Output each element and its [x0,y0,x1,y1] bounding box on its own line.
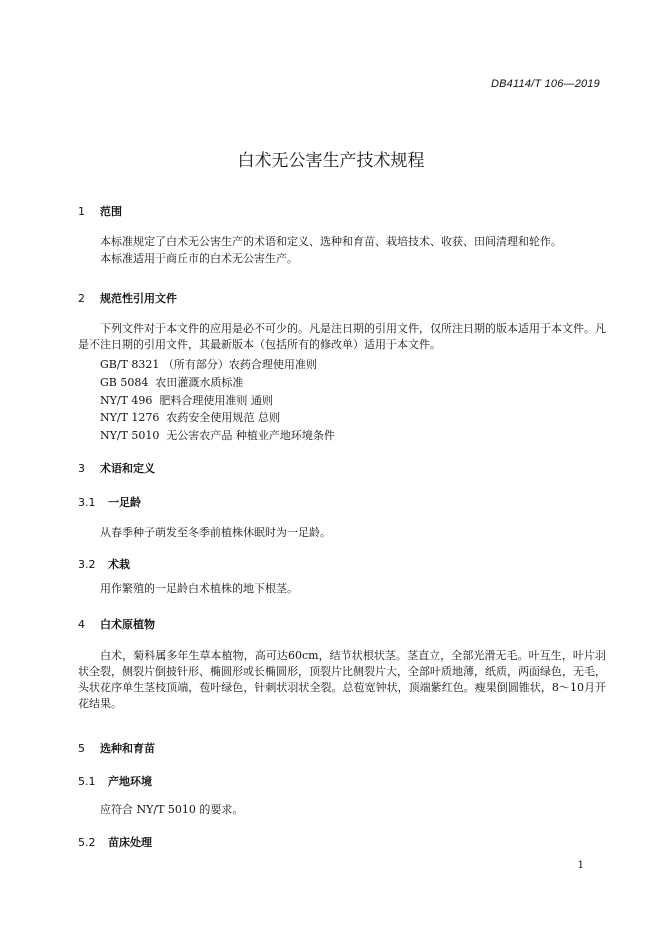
subsection-heading-3-1: 3.1 一足龄 [78,496,141,509]
section-heading-5: 5 选种和育苗 [78,742,155,755]
reference-item: NY/T 5010 无公害农产品 种植业产地环境条件 [100,429,335,442]
subsection-heading-5-2: 5.2 苗床处理 [78,836,152,849]
subsection-3-1-paragraph: 从春季种子萌发至冬季前植株休眠时为一足龄。 [100,526,331,539]
subsection-5-1-paragraph: 应符合 NY/T 5010 的要求。 [100,803,244,816]
section-heading-1: 1 范围 [78,205,122,218]
document-title: 白术无公害生产技术规程 [237,151,425,171]
section-1-paragraph-2: 本标准适用于商丘市的白术无公害生产。 [100,252,298,265]
section-4-paragraph: 白术，菊科属多年生草本植物，高可达60cm，结节状根状茎。茎直立，全部光滑无毛。叶互生，叶片羽状全裂，侧裂片倒披针形、椭圆形或长椭圆形，顶裂片比侧裂片大，全部叶质地薄，纸质，两面绿色，无毛，头状花序单生茎枝顶端，苞叶绿色，针刺状羽状全裂。总苞宽钟状，顶端紫红色。瘦果倒圆锥状，8～10月开花结果。 [78,649,606,710]
section-2-paragraph: 下列文件对于本文件的应用是必不可少的。凡是注日期的引用文件，仅所注日期的版本适用于本文件。凡是不注日期的引用文件，其最新版本（包括所有的修改单）适用于本文件。 [78,322,606,351]
subsection-3-2-paragraph: 用作繁殖的一足龄白术植株的地下根茎。 [100,582,298,595]
reference-item: GB/T 8321 （所有部分）农药合理使用准则 [100,358,317,371]
reference-item: NY/T 496 肥料合理使用准则 通则 [100,394,273,407]
subsection-heading-3-2: 3.2 术栽 [78,558,130,571]
section-heading-2: 2 规范性引用文件 [78,292,177,305]
section-1-paragraph-1: 本标准规定了白术无公害生产的术语和定义、选种和育苗、栽培技术、收获、田间清理和轮作。 [100,235,562,248]
subsection-heading-5-1: 5.1 产地环境 [78,775,152,788]
section-heading-3: 3 术语和定义 [78,462,155,475]
reference-item: NY/T 1276 农药安全使用规范 总则 [100,411,280,424]
standard-number: DB4114/T 106—2019 [491,78,600,90]
section-heading-4: 4 白术原植物 [78,618,155,631]
page-number: 1 [577,860,584,871]
reference-item: GB 5084 农田灌溉水质标准 [100,376,244,389]
